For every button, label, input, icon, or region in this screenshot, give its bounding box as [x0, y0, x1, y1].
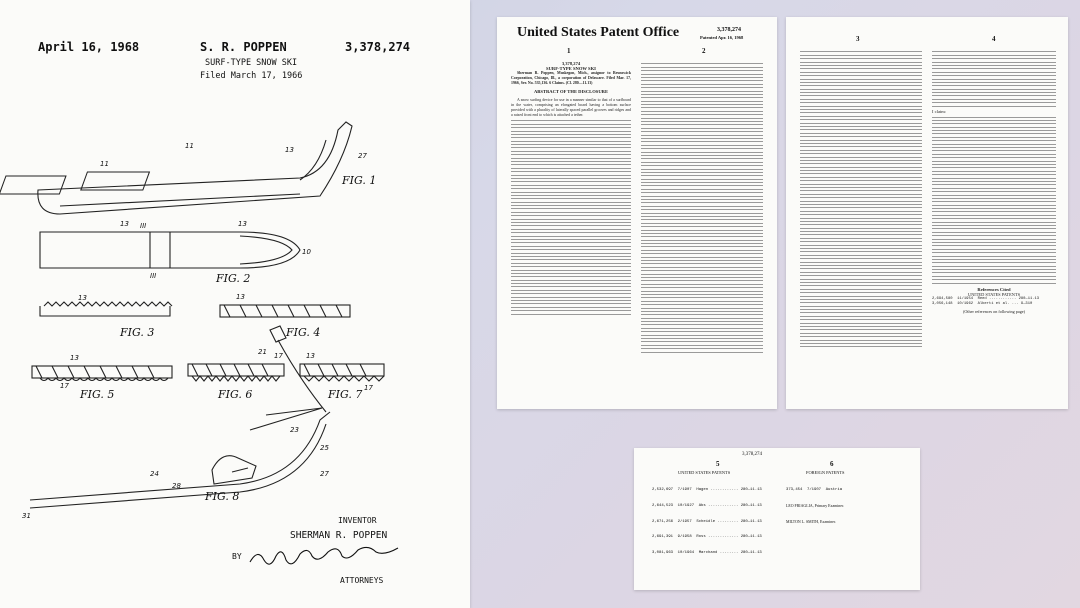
fig8-label: FIG. 8 [205, 490, 240, 503]
filed-date: Filed March 17, 1966 [200, 71, 303, 81]
ref-numeral: 13 [236, 293, 245, 301]
patent-text-page-2 [786, 17, 1068, 409]
ref-numeral: 13 [285, 146, 294, 154]
ref-numeral: 25 [320, 444, 329, 452]
column-number: 3 [856, 35, 860, 43]
ref-numeral: 27 [358, 152, 367, 160]
page2-column-3 [800, 49, 922, 350]
attorney-signature [0, 0, 470, 608]
inventor-label: INVENTOR [338, 516, 377, 525]
abstract-title: ABSTRACT OF THE DISCLOSURE [533, 89, 609, 95]
ref-numeral: 10 [302, 248, 311, 256]
primary-examiner: LEO FRIAGLIA, Primary Examiner. [786, 504, 845, 509]
fig2-label: FIG. 2 [216, 272, 251, 285]
column-number: 5 [716, 460, 720, 468]
column-number: 4 [992, 35, 996, 43]
ref-numeral: 13 [238, 220, 247, 228]
inventor-name: SHERMAN R. POPPEN [290, 530, 388, 541]
ref-numeral: III [140, 222, 147, 230]
ref-numeral: 13 [306, 352, 315, 360]
us-patents-title: UNITED STATES PATENTS [967, 291, 1021, 297]
foreign-references-list [786, 478, 844, 535]
patent-drawing-sheet [0, 0, 470, 608]
page1-column-2 [641, 61, 763, 355]
claims-title: I claim: [932, 109, 947, 115]
patent-title: SURF-TYPE SNOW SKI [205, 58, 298, 68]
ref-numeral: 21 [258, 348, 267, 356]
column-number: 1 [567, 47, 571, 55]
us-references-list [652, 478, 762, 566]
heading-title: SURF-TYPE SNOW SKI [546, 66, 596, 72]
reference-entry: 2,644,523 10/1927 Abs ............. 280—11.13 [652, 504, 762, 509]
foreign-patents-title: FOREIGN PATENTS [806, 470, 845, 475]
page1-column-1 [511, 61, 631, 317]
ref-numeral: III [150, 272, 157, 280]
fig5-label: FIG. 5 [80, 388, 115, 401]
patent-text-page-3 [634, 448, 920, 590]
patent-date: April 16, 1968 [38, 40, 140, 54]
text-block [511, 120, 631, 314]
patented-date: Patented Apr. 16, 1968 [700, 35, 744, 40]
ref-numeral: 13 [70, 354, 79, 362]
patent-number: 3,378,274 [345, 40, 411, 54]
reference-entry: 2,532,697 7/1907 Hagen ............ 280—11.13 [652, 488, 762, 493]
reference-entry: 3,081,963 10/1964 Marchand ........ 280—11.13 [652, 550, 762, 555]
fig4-label: FIG. 4 [286, 326, 321, 339]
office-title: United States Patent Office [517, 25, 680, 40]
reference-entry: 2,694,580 11/1954 Reed ............ 280—11.13 [932, 296, 1040, 301]
references-title: References Cited [977, 286, 1011, 292]
fig6-label: FIG. 6 [218, 388, 253, 401]
ref-numeral: 28 [172, 482, 181, 490]
reference-entry: 2,691,391 9/1958 Ross ............. 280—11.13 [652, 535, 762, 540]
reference-entry: 373,454 7/1907 Austria [786, 488, 843, 493]
ref-numeral: 17 [274, 352, 283, 360]
fig3-label: FIG. 3 [120, 326, 155, 339]
intro-paragraph: Sherman R. Poppen, Muskegon, Mich., assignor to Brunswick Corporation, Chicago, Ill., a corporation of Delaware. Filed Mar. 17, 1966, Ser. No. 535,136. 6 Claims. (Cl. 280—11.13) [511, 71, 631, 86]
attorneys-label: ATTORNEYS [340, 576, 384, 585]
fig1-label: FIG. 1 [342, 174, 377, 187]
ref-numeral: 13 [78, 294, 87, 302]
reference-entry: 3,056,148 10/1962 Alberti et al. ... 9—310 [932, 301, 1033, 306]
heading-number: 3,378,274 [561, 61, 581, 66]
abstract-paragraph: A snow surfing device for use in a manner similar to that of a surfboard in the water, comprising an elongated board having a bottom surface provided with a plurality of laterally spaced parallel grooves and ridges and a raised front end to which is attached a tether. [511, 97, 631, 117]
reference-entry: 2,671,256 2/1957 Scheidle ......... 280—11.13 [652, 519, 762, 524]
page2-footer: (Other references on following page) [962, 309, 1026, 315]
us-patents-title: UNITED STATES PATENTS [678, 470, 731, 475]
page2-column-4 [932, 49, 1056, 314]
column-number: 6 [830, 460, 834, 468]
page1-patent-number: 3,378,274 [717, 27, 741, 33]
ref-numeral: 13 [120, 220, 129, 228]
ref-numeral: 11 [100, 160, 109, 168]
ref-numeral: 11 [185, 142, 194, 150]
ref-numeral: 31 [22, 512, 31, 520]
examiner: MILTON L. SMITH, Examiner. [786, 519, 836, 524]
fig7-label: FIG. 7 [328, 388, 363, 401]
ref-numeral: 23 [290, 426, 299, 434]
column-number: 2 [702, 47, 706, 55]
ref-numeral: 27 [320, 470, 329, 478]
ref-numeral: 17 [60, 382, 69, 390]
inventor-header: S. R. POPPEN [200, 40, 287, 54]
patent-text-page-1 [497, 17, 777, 409]
attorney-prefix: BY [232, 552, 242, 561]
ref-numeral: 17 [364, 384, 373, 392]
page3-patent-number: 3,378,274 [742, 452, 762, 457]
ref-numeral: 24 [150, 470, 159, 478]
